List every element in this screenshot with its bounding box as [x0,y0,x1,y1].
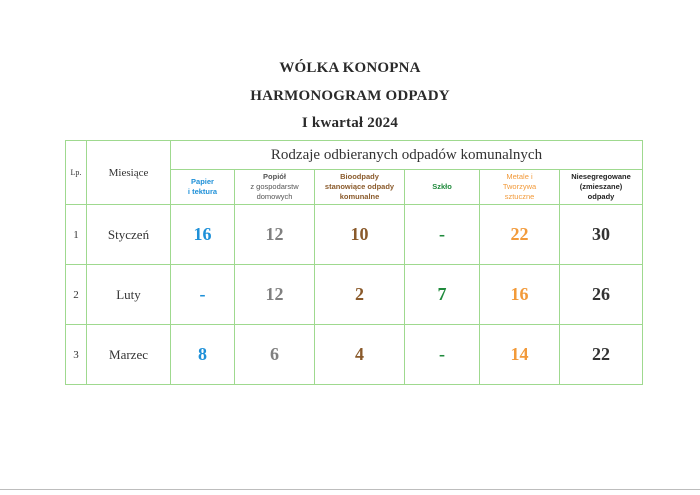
row-lp: 3 [66,325,87,385]
cell-bioodpady: 4 [315,325,405,385]
cell-metale: 16 [480,265,560,325]
header-months: Miesiące [87,141,171,205]
header-cat-metale [480,170,560,205]
cell-szklo: 7 [405,265,480,325]
waste-schedule-table [65,140,643,385]
cat-metale-line2: Tworzywa [502,182,537,191]
cell-papier: - [171,265,235,325]
table-row-january [66,205,643,265]
cat-bio-line1: Bioodpady [340,172,379,181]
row-lp: 1 [66,205,87,265]
cell-niesegregowane: 26 [560,265,643,325]
header-cat-popiol [235,170,315,205]
cell-popiol: 12 [235,205,315,265]
cell-popiol: 6 [235,325,315,385]
cat-mixed-line2: (zmieszane) [579,182,623,191]
page-edge-divider [0,489,700,490]
table-row-march [66,325,643,385]
header-cat-niesegregowane [560,170,643,205]
row-month: Luty [87,265,171,325]
cell-papier: 16 [171,205,235,265]
table-row-february [66,265,643,325]
row-month: Styczeń [87,205,171,265]
row-month: Marzec [87,325,171,385]
header-cat-papier [171,170,235,205]
cell-szklo: - [405,325,480,385]
cat-popiol-line3: domowych [256,192,293,201]
header-cat-bioodpady [315,170,405,205]
cat-szklo-line1: Szkło [432,182,452,191]
cell-bioodpady: 10 [315,205,405,265]
cell-bioodpady: 2 [315,265,405,325]
cat-metale-line1: Metale i [506,172,533,181]
cat-metale-line3: sztuczne [504,192,535,201]
cell-szklo: - [405,205,480,265]
cat-bio-line2: stanowiące odpady [324,182,395,191]
cat-popiol-line1: Popiół [263,172,286,181]
header-row-top [66,141,643,170]
header-waste-types: Rodzaje odbieranych odpadów komunalnych [171,141,643,170]
cat-mixed-line3: odpady [587,192,615,201]
cat-bio-line3: komunalne [339,192,380,201]
cat-mixed-line1: Niesegregowane [571,172,631,181]
cat-popiol-line2: z gospodarstw [250,182,299,191]
document-title-period: I kwartał 2024 [301,115,399,131]
cell-niesegregowane: 30 [560,205,643,265]
cell-metale: 22 [480,205,560,265]
cell-papier: 8 [171,325,235,385]
document-title-location: WÓLKA KONOPNA [279,60,421,76]
header-cat-szklo [405,170,480,205]
cell-niesegregowane: 22 [560,325,643,385]
cell-popiol: 12 [235,265,315,325]
document-title-schedule: HARMONOGRAM ODPADY [250,88,450,104]
row-lp: 2 [66,265,87,325]
header-lp: Lp. [66,141,87,205]
cell-metale: 14 [480,325,560,385]
cat-papier-line2: i tektura [187,187,218,196]
cat-papier-line1: Papier [191,177,214,186]
